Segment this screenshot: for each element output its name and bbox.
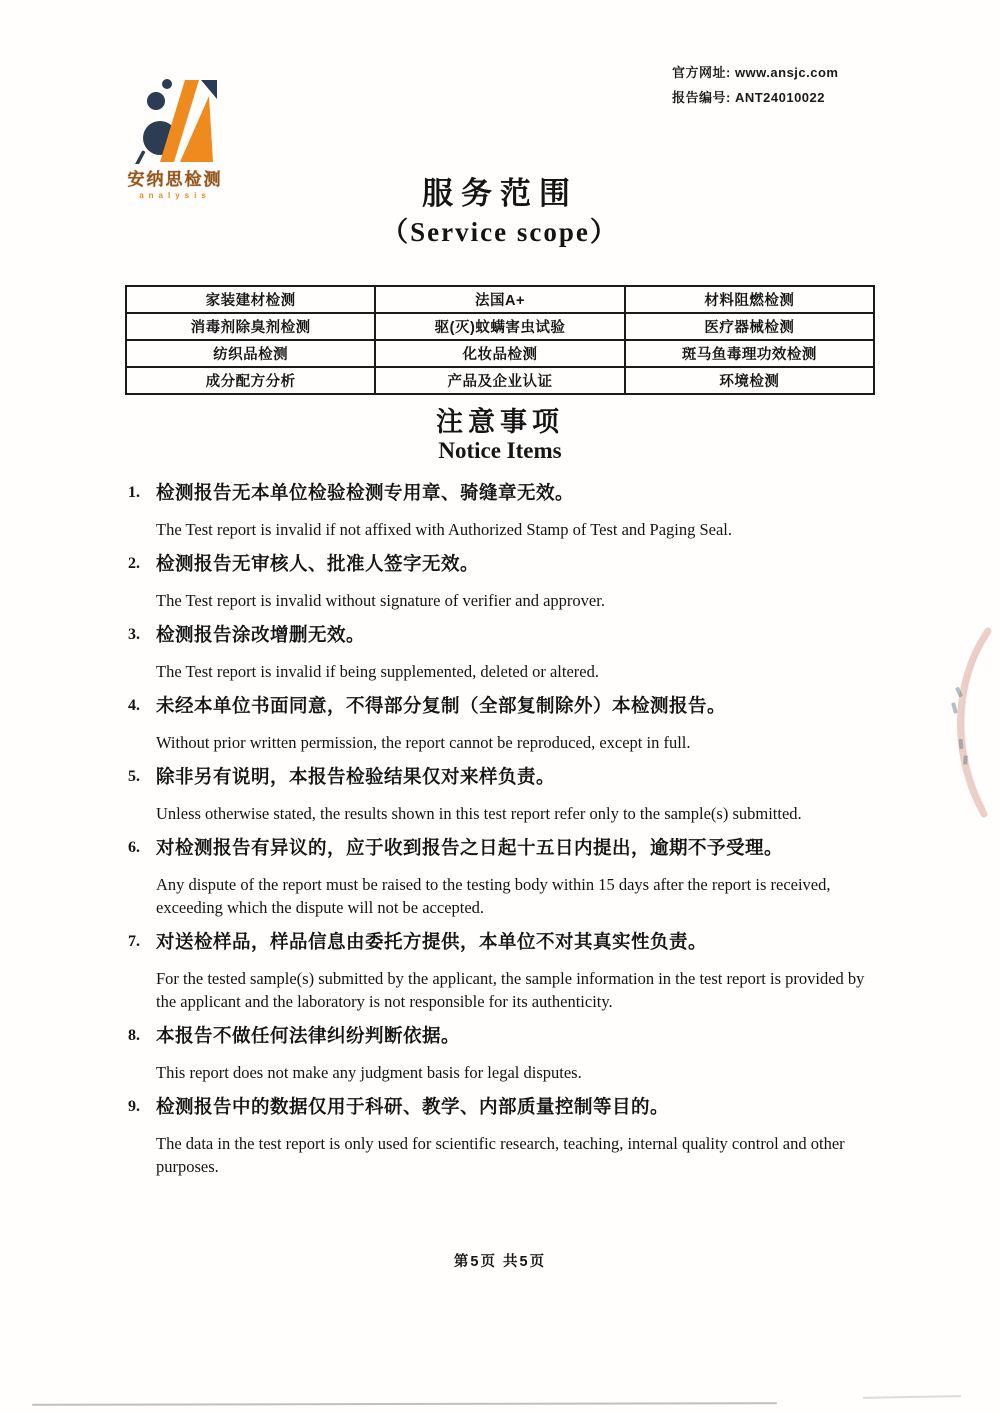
report-header-info <box>672 60 839 110</box>
notice-item-2 <box>128 551 876 622</box>
item-number: 2. <box>128 555 140 572</box>
item-number: 4. <box>128 697 140 714</box>
notice-item-9 <box>128 1094 876 1188</box>
table-cell: 成分配方分析 <box>126 367 375 394</box>
logo-mark-icon <box>120 76 230 164</box>
item-text-zh: 未经本单位书面同意，不得部分复制（全部复制除外）本检测报告。 <box>156 695 727 716</box>
table-cell: 斑马鱼毒理功效检测 <box>625 340 874 367</box>
official-website: 官方网址: www.ansjc.com <box>672 65 839 80</box>
item-number: 6. <box>128 839 140 856</box>
table-cell: 驱(灭)蚊螨害虫试验 <box>375 313 624 340</box>
item-text-en: Any dispute of the report must be raised to the testing body within 15 days after the report is received, exceeding which the dispute will not be accepted. <box>156 875 831 917</box>
item-text-zh: 对送检样品，样品信息由委托方提供，本单位不对其真实性负责。 <box>156 931 708 952</box>
scan-artifact-line <box>32 1402 777 1406</box>
table-cell: 化妆品检测 <box>375 340 624 367</box>
table-row <box>126 340 874 367</box>
notice-item-3 <box>128 622 876 693</box>
table-row <box>126 313 874 340</box>
item-text-zh: 检测报告涂改增删无效。 <box>156 624 366 645</box>
table-cell: 产品及企业认证 <box>375 367 624 394</box>
notice-heading-en: Notice Items <box>438 438 562 463</box>
item-text-en: The Test report is invalid without signature of verifier and approver. <box>156 591 605 610</box>
notice-item-8 <box>128 1023 876 1094</box>
item-text-zh: 对检测报告有异议的，应于收到报告之日起十五日内提出，逾期不予受理。 <box>156 837 784 858</box>
table-row <box>126 286 874 313</box>
logo-subtitle-text: analysis <box>139 191 211 200</box>
table-cell: 医疗器械检测 <box>625 313 874 340</box>
item-text-en: Unless otherwise stated, the results shown in this test report refer only to the sample(s) submitted. <box>156 804 802 823</box>
page-number: 第5页 共5页 <box>453 1254 547 1270</box>
table-cell: 家装建材检测 <box>126 286 375 313</box>
item-number: 1. <box>128 484 140 501</box>
item-number: 8. <box>128 1027 140 1044</box>
item-text-zh: 检测报告无本单位检验检测专用章、骑缝章无效。 <box>156 482 575 503</box>
item-text-en: This report does not make any judgment basis for legal disputes. <box>156 1063 582 1082</box>
logo-brand-text: 安纳思检测 <box>127 170 223 189</box>
table-cell: 纺织品检测 <box>126 340 375 367</box>
notice-list <box>128 480 876 1188</box>
table-cell: 环境检测 <box>625 367 874 394</box>
notice-item-7 <box>128 929 876 1023</box>
item-text-zh: 除非另有说明，本报告检验结果仅对来样负责。 <box>156 766 556 787</box>
item-text-en: The data in the test report is only used for scientific research, teaching, internal quality control and other purposes. <box>156 1134 845 1176</box>
scan-artifact-line <box>863 1395 961 1398</box>
seal-text-fragment <box>963 755 968 764</box>
service-scope-table <box>125 285 875 395</box>
report-number: 报告编号: ANT24010022 <box>672 90 825 105</box>
item-text-en: The Test report is invalid if not affixed with Authorized Stamp of Test and Paging Seal. <box>156 520 733 539</box>
item-number: 7. <box>128 933 140 950</box>
notice-item-5 <box>128 764 876 835</box>
item-text-zh: 本报告不做任何法律纠纷判断依据。 <box>156 1025 461 1046</box>
table-row <box>126 367 874 394</box>
notice-item-1 <box>128 480 876 551</box>
item-number: 9. <box>128 1098 140 1115</box>
partial-seal-stamp-icon <box>922 625 994 820</box>
page-title-zh: 服务范围 <box>422 176 578 211</box>
notice-heading-zh: 注意事项 <box>436 407 564 437</box>
item-text-zh: 检测报告中的数据仅用于科研、教学、内部质量控制等目的。 <box>156 1096 670 1117</box>
table-cell: 消毒剂除臭剂检测 <box>126 313 375 340</box>
item-text-en: The Test report is invalid if being supplemented, deleted or altered. <box>156 662 599 681</box>
item-number: 5. <box>128 768 140 785</box>
seal-text-fragment <box>959 739 964 749</box>
item-text-en: For the tested sample(s) submitted by the applicant, the sample information in the test report is provided by the applicant and the laboratory is not responsible for its authenticity. <box>156 969 865 1011</box>
table-cell: 法国A+ <box>375 286 624 313</box>
item-text-zh: 检测报告无审核人、批准人签字无效。 <box>156 553 480 574</box>
page-title-en: （Service scope） <box>381 217 619 247</box>
item-number: 3. <box>128 626 140 643</box>
notice-item-6 <box>128 835 876 929</box>
notice-item-4 <box>128 693 876 764</box>
table-cell: 材料阻燃检测 <box>625 286 874 313</box>
item-text-en: Without prior written permission, the report cannot be reproduced, except in full. <box>156 733 691 752</box>
